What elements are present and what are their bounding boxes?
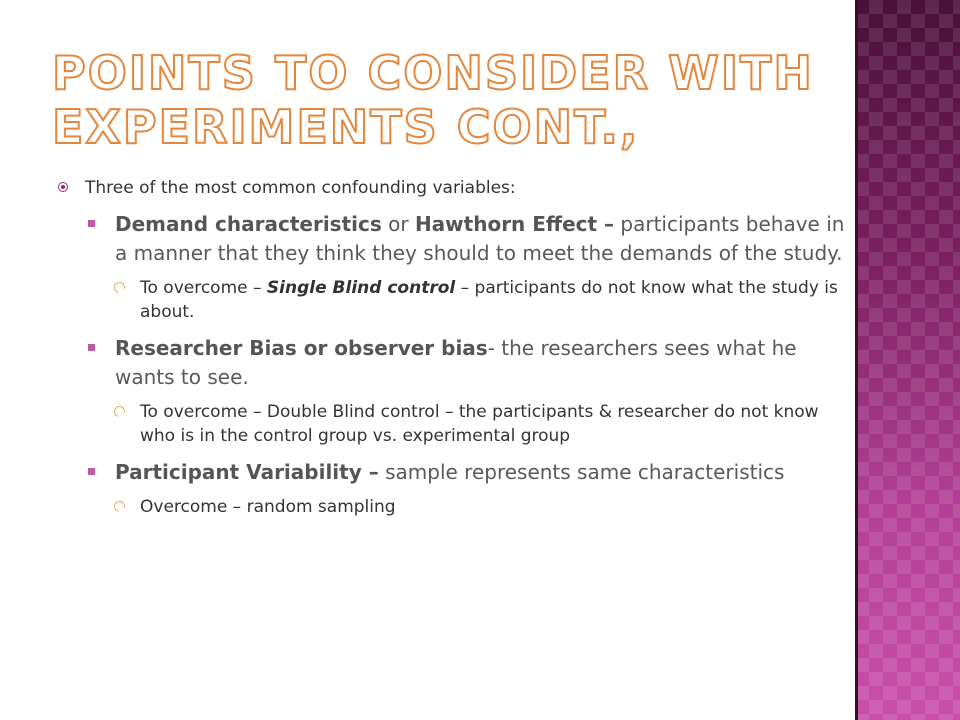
- circle-bullet-icon: [58, 182, 68, 192]
- intro-bullet: [56, 176, 846, 200]
- sub-text-post: – participants do not know what the study is about.: [140, 278, 838, 322]
- open-circle-bullet-icon: [112, 280, 127, 295]
- square-bullet-icon: [88, 344, 95, 351]
- list-item-demand-characteristics: [88, 210, 846, 268]
- title-line-2: EXPERIMENTS CONT.,: [52, 100, 640, 154]
- open-circle-bullet-icon: [112, 499, 127, 514]
- item-label: Participant Variability –: [115, 460, 379, 484]
- sub-text: To overcome – Double Blind control – the participants & researcher do not know who is in the control group vs. experimental group: [140, 402, 819, 446]
- item-text: sample represents same characteristics: [378, 460, 785, 484]
- item-connector: or: [381, 212, 415, 236]
- open-circle-bullet-icon: [112, 404, 127, 419]
- item-label: Demand characteristics: [115, 212, 382, 236]
- item-text: participants behave in a manner that they think they should to meet the demands of the study.: [115, 212, 845, 265]
- decorative-side-panel: [855, 0, 960, 720]
- item-label: Researcher Bias or observer bias: [115, 336, 488, 360]
- sub-text: Overcome – random sampling: [140, 497, 396, 517]
- list-item-researcher-bias: [88, 334, 846, 392]
- item-label-2: Hawthorn Effect –: [414, 212, 615, 236]
- slide-body: [56, 176, 846, 529]
- sub-text-emphasis: Single Blind control: [266, 278, 456, 298]
- list-item-participant-variability: [88, 458, 846, 487]
- item-text: - the researchers sees what he wants to see.: [115, 336, 797, 389]
- sub-item-double-blind: [114, 400, 846, 448]
- intro-text: Three of the most common confounding variables:: [85, 178, 516, 198]
- square-bullet-icon: [88, 220, 95, 227]
- square-bullet-icon: [88, 468, 95, 475]
- title-line-1: POINTS TO CONSIDER WITH: [52, 46, 814, 100]
- sub-item-random-sampling: [114, 495, 846, 519]
- sub-text-pre: To overcome –: [140, 278, 267, 298]
- slide-title: [52, 46, 842, 154]
- sub-item-single-blind: [114, 276, 846, 324]
